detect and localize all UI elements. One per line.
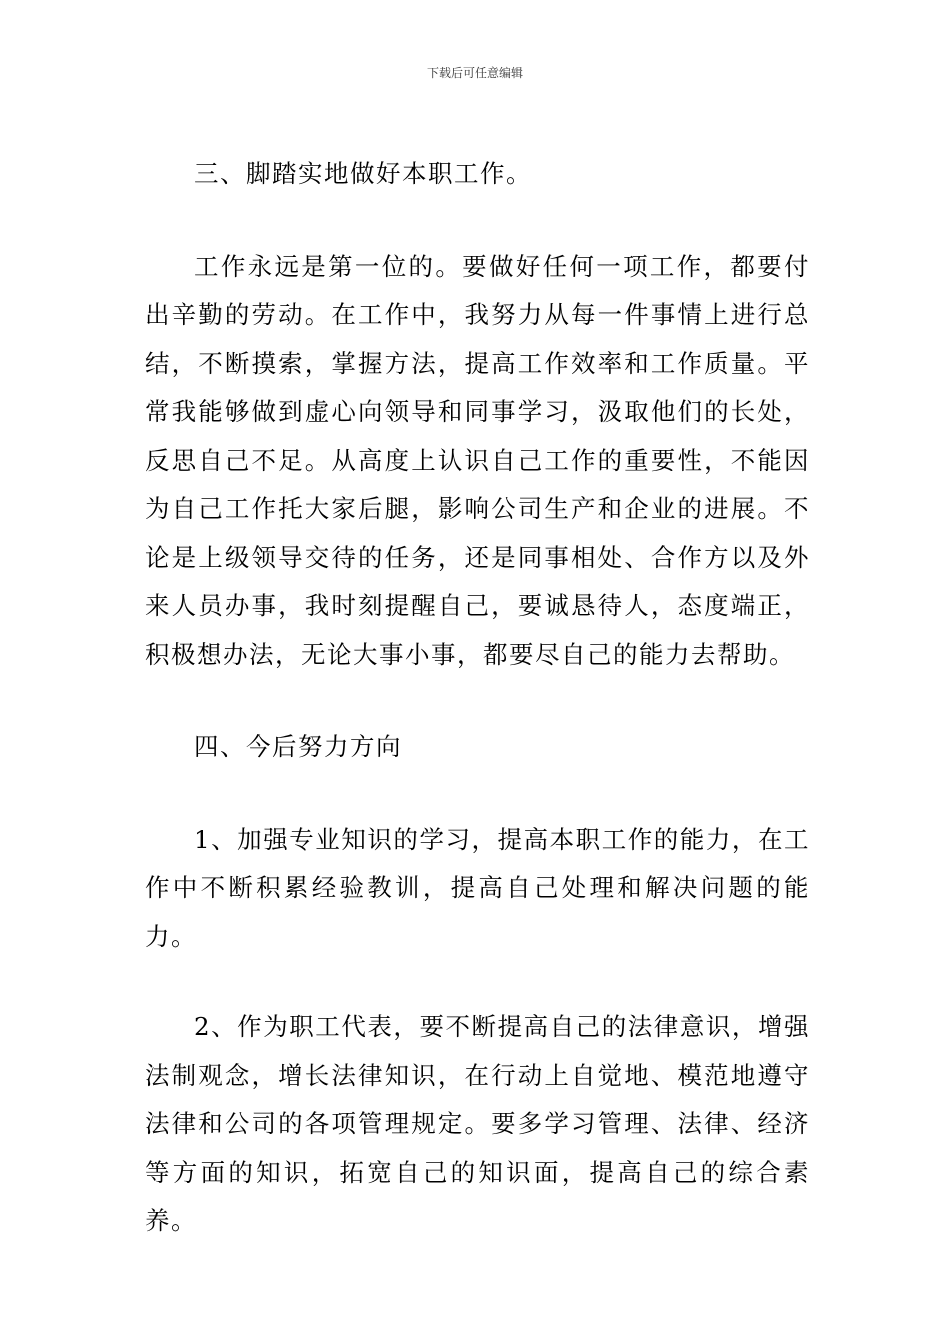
list-item-1: 1、加强专业知识的学习，提高本职工作的能力，在工作中不断积累经验教训，提高自己处理和解决问题的能力。: [145, 824, 810, 951]
paragraph-spacer: [145, 961, 810, 1003]
paragraph-spacer: [145, 679, 810, 723]
page-header: 下载后可任意编辑: [426, 66, 523, 80]
list-item-2: 2、作为职工代表，要不断提高自己的法律意识，增强法制观念，增长法律知识，在行动上自觉地、模范地遵守法律和公司的各项管理规定。要多学习管理、法律、经济等方面的知识，拓宽自己的知识面，提高自己的综合素养。: [145, 1012, 810, 1235]
paragraph-spacer: [145, 199, 810, 243]
section-heading-4: 四、今后努力方向: [194, 732, 402, 761]
section-heading-3: 三、脚踏实地做好本职工作。: [194, 159, 532, 188]
document-body: [145, 150, 810, 1246]
paragraph-spacer: [145, 772, 810, 816]
section-3-paragraph: 工作永远是第一位的。要做好任何一项工作，都要付出辛勤的劳动。在工作中，我努力从每一件事情上进行总结，不断摸索，掌握方法，提高工作效率和工作质量。平常我能够做到虚心向领导和同事学习，汲取他们的长处，反思自己不足。从高度上认识自己工作的重要性，不能因为自己工作托大家后腿，影响公司生产和企业的进展。不论是上级领导交待的任务，还是同事相处、合作方以及外来人员办事，我时刻提醒自己，要诚恳待人，态度端正，积极想办法，无论大事小事，都要尽自己的能力去帮助。: [145, 251, 810, 669]
